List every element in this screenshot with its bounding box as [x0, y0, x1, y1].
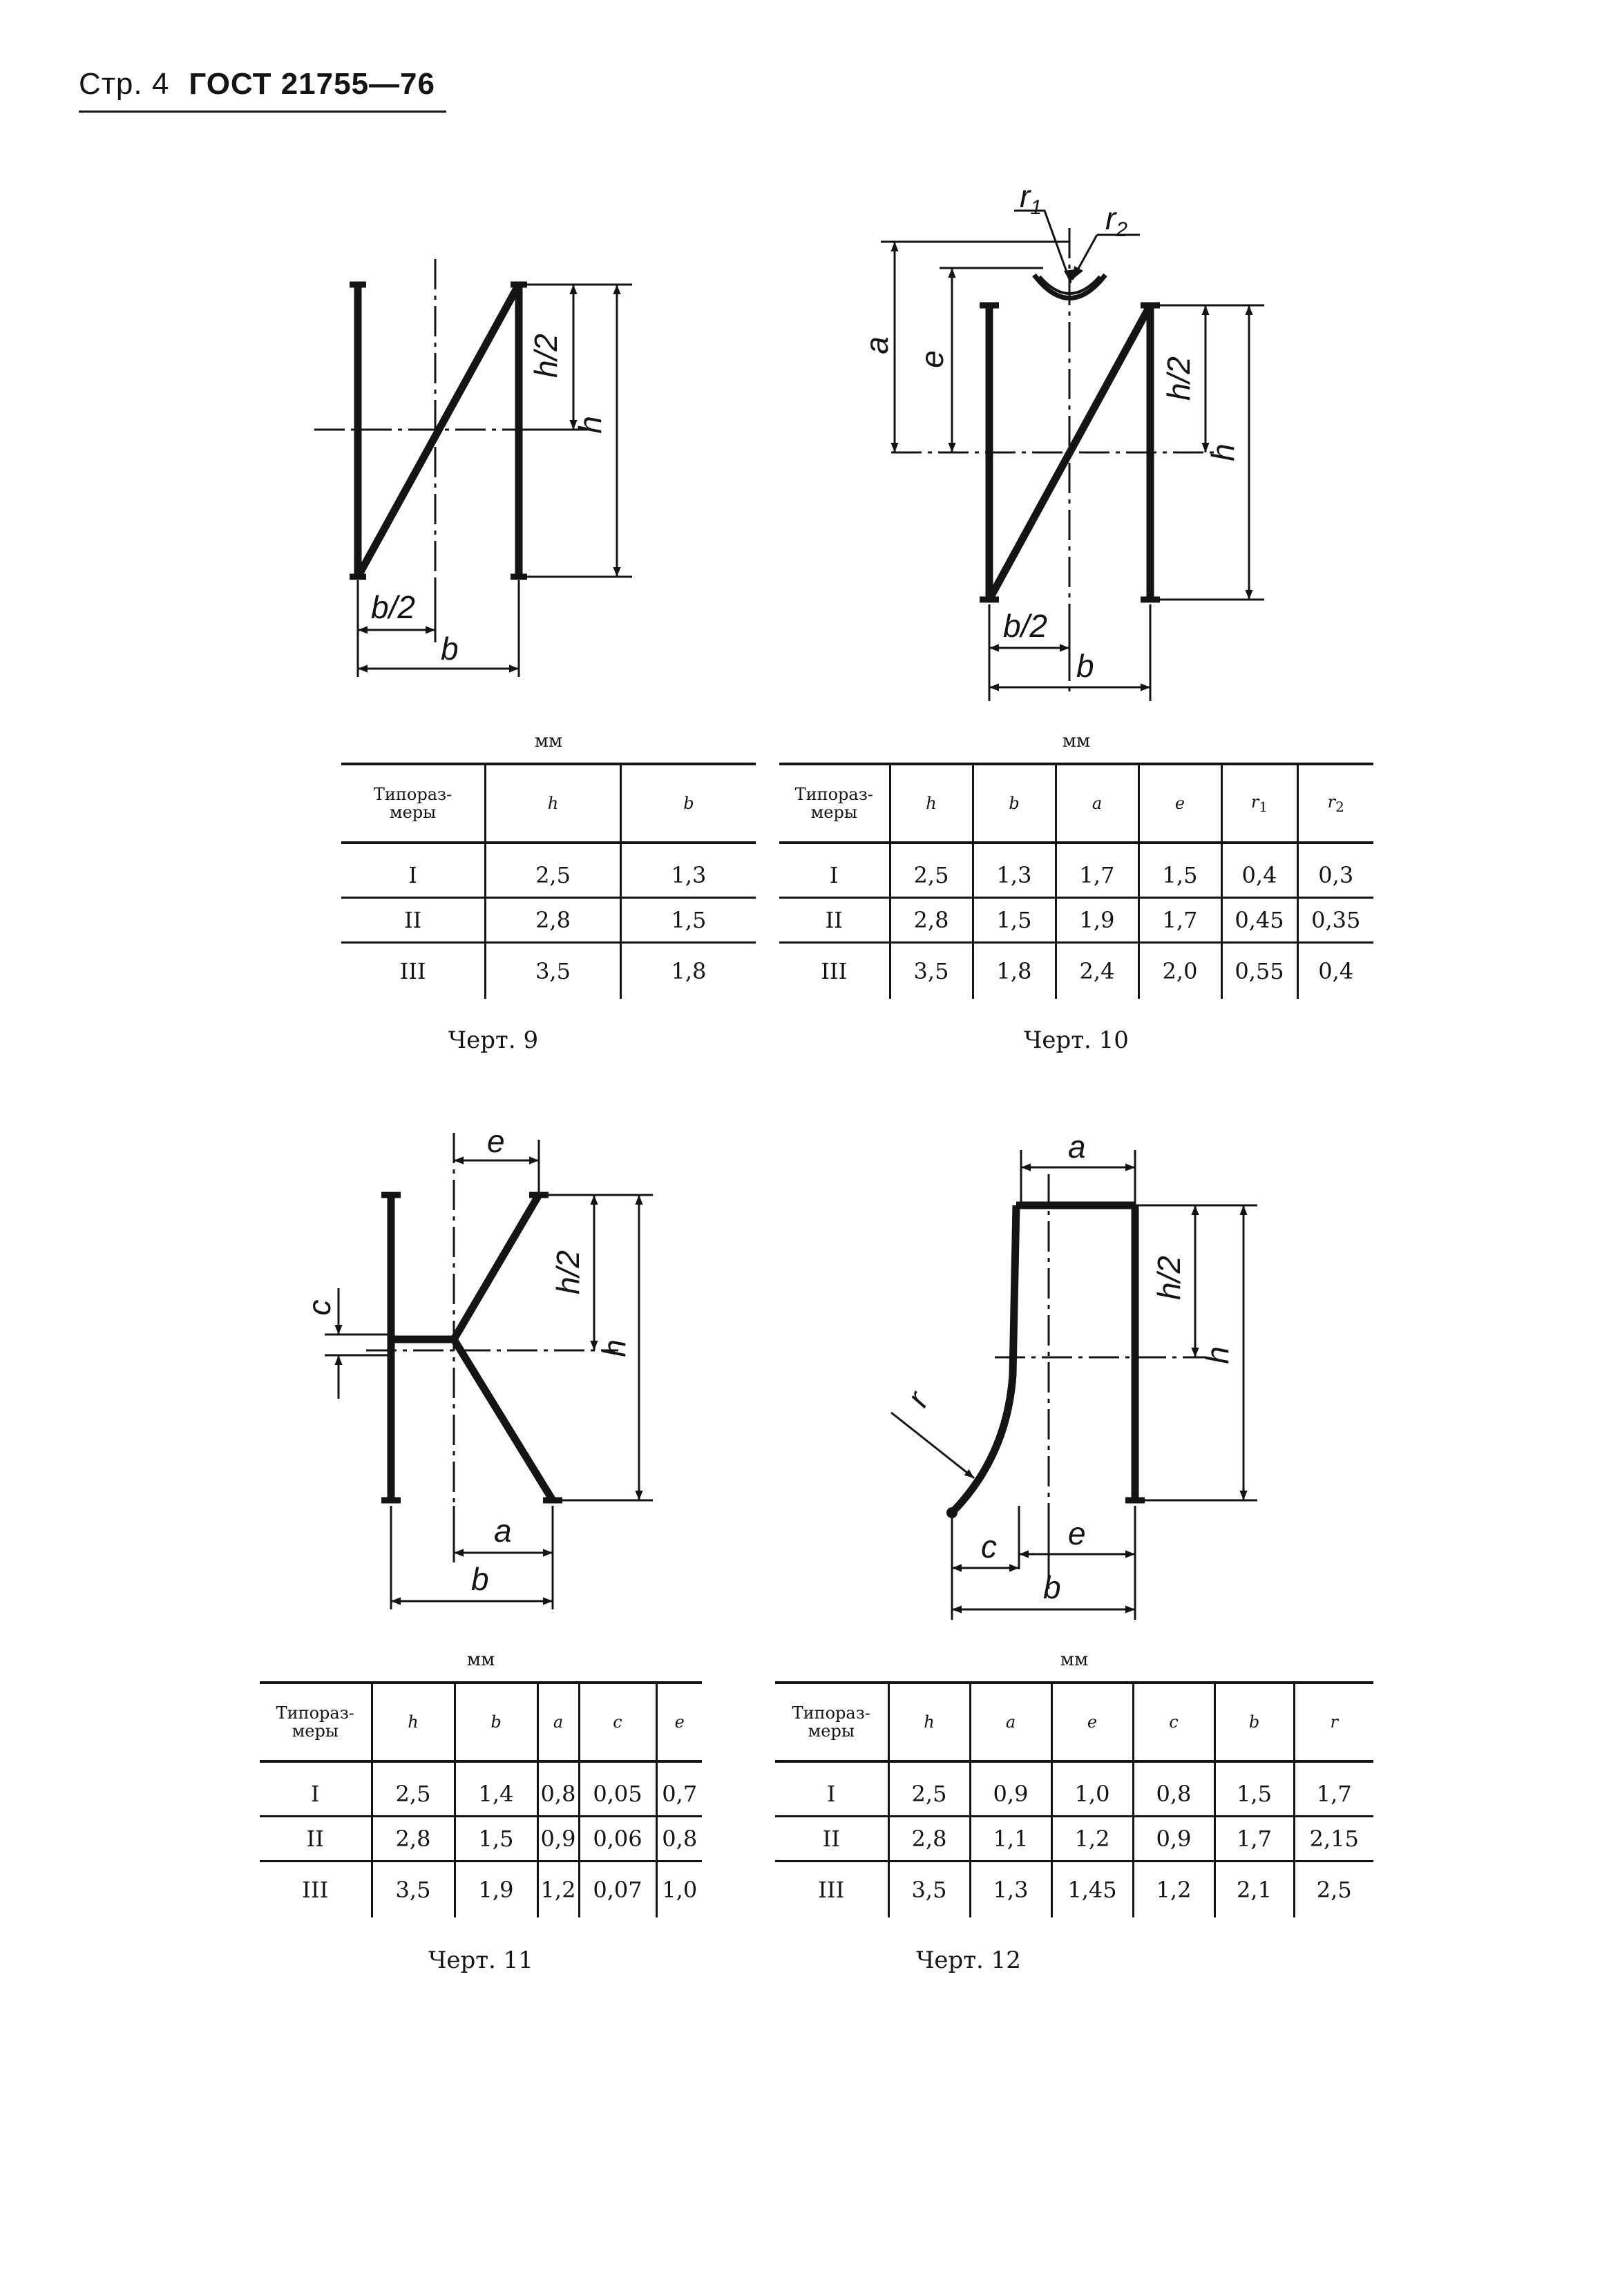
fig12-col-size: Типораз- меры	[792, 1703, 870, 1741]
fig11-label-b: b	[471, 1561, 489, 1597]
table-row	[341, 898, 756, 943]
fig10-extension-lines	[881, 242, 1264, 701]
fig10-cell: 1,7	[1138, 898, 1221, 943]
fig11-cell: II	[260, 1817, 372, 1862]
fig9-label-b-half: b/2	[371, 589, 415, 625]
fig9-cell: 2,8	[486, 898, 621, 943]
fig10-caption: Черт. 10	[1024, 1026, 1129, 1054]
fig10-col-r2: $r_2$	[1297, 764, 1373, 843]
fig9-cell: I	[341, 843, 486, 898]
fig11-cell: 0,06	[579, 1817, 656, 1862]
fig10-cell: 0,4	[1221, 843, 1297, 898]
fig11-cell: III	[302, 1877, 329, 1903]
table-row	[341, 943, 756, 999]
fig12-col-h: h	[888, 1683, 970, 1761]
standard-number: ГОСТ 21755—76	[189, 67, 435, 101]
fig10-col-e: e	[1138, 764, 1221, 843]
fig11-table-header	[260, 1683, 702, 1761]
fig10-label-r1: $r_1$	[1020, 178, 1042, 219]
fig11-label-h-half: h/2	[550, 1250, 586, 1294]
fig11-col-size: Типораз- меры	[276, 1703, 354, 1741]
fig11-cell: 0,7	[656, 1761, 702, 1817]
fig12-cell: 2,5	[888, 1761, 970, 1817]
fig10-cell: 1,5	[973, 898, 1056, 943]
fig12-table-header	[775, 1683, 1373, 1761]
fig12-col-a: a	[970, 1683, 1051, 1761]
fig9-table-header	[341, 764, 756, 843]
fig11-col-b: b	[455, 1683, 537, 1761]
fig12-unit: мм	[1060, 1649, 1089, 1670]
fig12-cell: 2,1	[1214, 1862, 1294, 1918]
fig10-cell: 2,5	[890, 843, 973, 898]
fig11-extension-lines	[325, 1140, 653, 1609]
table-row	[341, 843, 756, 898]
fig11-col-h: h	[372, 1683, 455, 1761]
page-number: Стр. 4	[79, 67, 170, 101]
fig11-cell: 1,4	[455, 1761, 537, 1817]
fig12-cell: 1,7	[1214, 1817, 1294, 1862]
fig9-label-h: h	[572, 416, 608, 434]
fig9-caption: Черт. 9	[448, 1026, 539, 1054]
fig9-cell: 1,3	[620, 843, 756, 898]
fig11-label-h: h	[596, 1339, 632, 1357]
fig9-cell: III	[399, 958, 426, 984]
fig9-cell: 3,5	[486, 943, 621, 999]
fig12-cell: 1,2	[1133, 1862, 1214, 1918]
fig12-cell: 1,2	[1051, 1817, 1133, 1862]
fig12-col-b: b	[1214, 1683, 1294, 1761]
figure-10-drawing	[859, 178, 1264, 701]
fig12-cell: 2,15	[1294, 1817, 1373, 1862]
figure-9-drawing	[314, 259, 632, 677]
fig12-label-r: r	[899, 1385, 936, 1413]
fig10-cell: 2,0	[1138, 943, 1221, 999]
fig10-label-h: h	[1205, 443, 1241, 461]
fig11-caps	[381, 1195, 562, 1500]
fig9-label-h-half: h/2	[528, 334, 564, 378]
fig10-col-b: b	[973, 764, 1056, 843]
fig10-arrow-r2	[1072, 266, 1083, 280]
fig10-cell: II	[779, 898, 890, 943]
fig12-col-r: r	[1294, 1683, 1373, 1761]
fig12-cell: 1,7	[1294, 1761, 1373, 1817]
fig11-cell: I	[260, 1761, 372, 1817]
figure-12-drawing	[891, 1129, 1257, 1620]
fig11-label-c: c	[301, 1299, 337, 1316]
fig10-cell: 0,4	[1297, 943, 1373, 999]
fig12-cell: 1,5	[1214, 1761, 1294, 1817]
fig10-label-h-half: h/2	[1161, 356, 1197, 401]
fig11-cell: 1,2	[537, 1862, 579, 1918]
table-row	[775, 1862, 1373, 1918]
fig10-cell: 0,45	[1221, 898, 1297, 943]
fig10-cell: 1,7	[1056, 843, 1138, 898]
fig10-label-e: e	[914, 350, 950, 368]
fig10-cell: 2,8	[890, 898, 973, 943]
fig10-cell: III	[821, 958, 848, 984]
fig11-cell: 1,0	[656, 1862, 702, 1918]
fig12-label-h-half: h/2	[1151, 1256, 1187, 1300]
fig10-col-h: h	[890, 764, 973, 843]
fig9-label-b: b	[441, 631, 459, 667]
fig12-caption: Черт. 12	[916, 1946, 1021, 1974]
fig12-label-a: a	[1068, 1129, 1086, 1165]
fig10-cell: 1,3	[973, 843, 1056, 898]
fig11-cell: 1,5	[455, 1817, 537, 1862]
fig12-cell: III	[818, 1877, 845, 1903]
fig10-label-a: a	[859, 336, 895, 354]
fig12-profile	[952, 1205, 1135, 1513]
fig10-cell: 1,8	[973, 943, 1056, 999]
fig12-cell: 0,9	[1133, 1817, 1214, 1862]
fig10-table	[779, 763, 1373, 999]
fig10-unit: мм	[1062, 731, 1091, 752]
fig12-cell: 1,45	[1051, 1862, 1133, 1918]
fig9-col-size: Типораз- меры	[373, 785, 452, 822]
fig9-cell: 2,5	[486, 843, 621, 898]
fig12-extension-lines	[952, 1150, 1257, 1620]
fig9-unit: мм	[534, 731, 563, 752]
fig12-cell: 1,3	[970, 1862, 1051, 1918]
fig10-cell: 3,5	[890, 943, 973, 999]
fig10-table-header	[779, 764, 1373, 843]
fig12-cell: 1,1	[970, 1817, 1051, 1862]
fig12-table	[775, 1681, 1373, 1917]
table-row	[260, 1761, 702, 1817]
fig9-cell: 1,8	[620, 943, 756, 999]
fig12-cell: II	[775, 1817, 888, 1862]
fig12-cell: I	[775, 1761, 888, 1817]
fig11-col-e: e	[656, 1683, 702, 1761]
fig9-cell: II	[341, 898, 486, 943]
table-row	[779, 943, 1373, 999]
fig11-caption: Черт. 11	[428, 1946, 533, 1974]
fig10-cell: 1,9	[1056, 898, 1138, 943]
fig11-col-c: c	[579, 1683, 656, 1761]
fig9-col-b: b	[620, 764, 756, 843]
fig11-table	[260, 1681, 702, 1917]
fig10-col-size: Типораз- меры	[794, 785, 873, 822]
table-row	[260, 1817, 702, 1862]
fig11-label-e: e	[487, 1123, 505, 1159]
fig12-wire-end	[946, 1507, 957, 1518]
fig12-cell: 2,5	[1294, 1862, 1373, 1918]
fig9-table	[341, 763, 756, 999]
fig10-label-b-half: b/2	[1003, 608, 1047, 644]
fig11-cell: 0,8	[656, 1817, 702, 1862]
fig11-profile	[391, 1195, 553, 1500]
fig10-label-b: b	[1076, 648, 1094, 684]
fig11-cell: 3,5	[372, 1862, 455, 1918]
fig10-cell: 1,5	[1138, 843, 1221, 898]
fig12-leader-r	[891, 1413, 974, 1478]
fig9-col-h: h	[486, 764, 621, 843]
fig11-cell: 2,8	[372, 1817, 455, 1862]
fig10-leader-r1	[1014, 211, 1071, 283]
table-row	[775, 1817, 1373, 1862]
figure-11-drawing	[301, 1123, 653, 1609]
fig12-col-e: e	[1051, 1683, 1133, 1761]
table-row	[775, 1761, 1373, 1817]
fig11-col-a: a	[537, 1683, 579, 1761]
fig12-cell: 0,9	[970, 1761, 1051, 1817]
table-row	[779, 843, 1373, 898]
fig12-label-e: e	[1068, 1515, 1086, 1551]
fig12-col-c: c	[1133, 1683, 1214, 1761]
fig11-cell: 0,07	[579, 1862, 656, 1918]
fig9-cell: 1,5	[620, 898, 756, 943]
table-row	[779, 898, 1373, 943]
fig11-cell: 0,8	[537, 1761, 579, 1817]
fig12-label-b: b	[1043, 1569, 1061, 1605]
fig10-cell: 0,3	[1297, 843, 1373, 898]
fig11-cell: 0,05	[579, 1761, 656, 1817]
fig10-cell: 2,4	[1056, 943, 1138, 999]
fig12-cell: 0,8	[1133, 1761, 1214, 1817]
fig12-cell: 3,5	[888, 1862, 970, 1918]
fig11-cell: 0,9	[537, 1817, 579, 1862]
fig10-col-r1: $r_1$	[1221, 764, 1297, 843]
fig12-label-c: c	[981, 1529, 997, 1565]
fig11-unit: мм	[466, 1649, 495, 1670]
fig10-cell: 0,55	[1221, 943, 1297, 999]
fig10-label-r2: $r_2$	[1105, 200, 1128, 241]
fig11-cell: 2,5	[372, 1761, 455, 1817]
fig11-cell: 1,9	[455, 1862, 537, 1918]
fig10-cell: I	[779, 843, 890, 898]
fig10-col-a: a	[1056, 764, 1138, 843]
fig12-cell: 1,0	[1051, 1761, 1133, 1817]
table-row	[260, 1862, 702, 1918]
fig12-label-h: h	[1199, 1346, 1235, 1364]
fig10-leader-r2	[1072, 235, 1140, 280]
fig12-cell: 2,8	[888, 1817, 970, 1862]
fig11-label-a: a	[494, 1513, 512, 1549]
fig10-cell: 0,35	[1297, 898, 1373, 943]
